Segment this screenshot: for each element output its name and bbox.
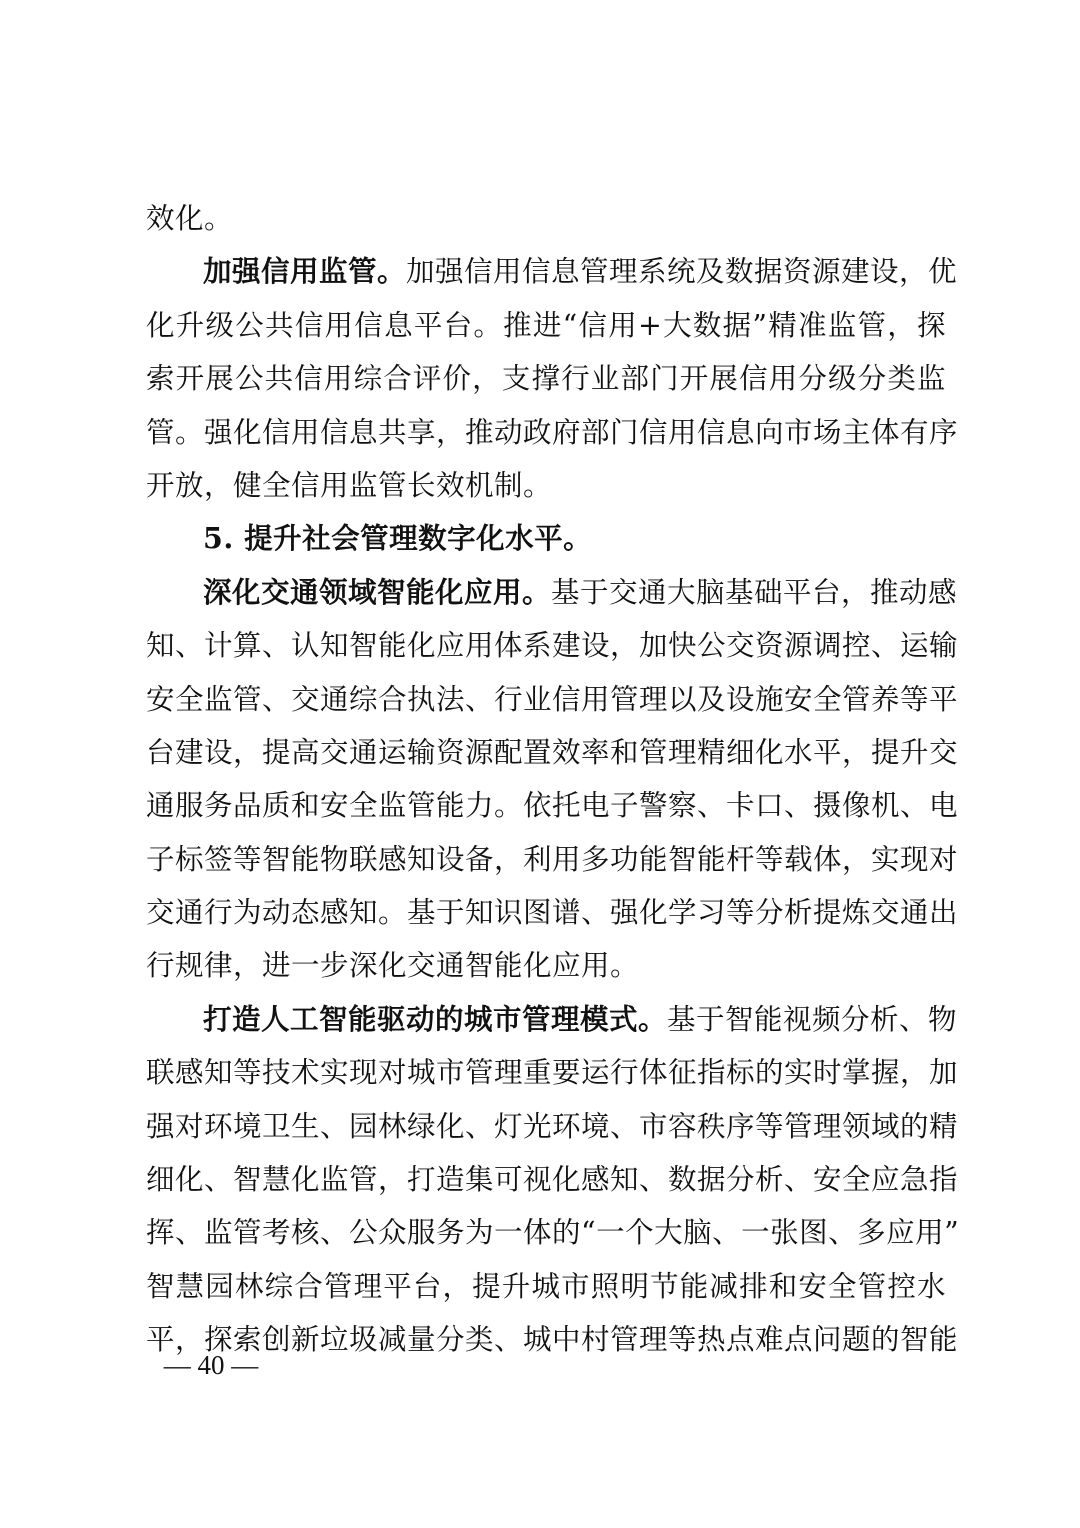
paragraph-heading: 打造人工智能驱动的城市管理模式。: [203, 1001, 668, 1036]
paragraph-line: 安全监管、交通综合执法、行业信用管理以及设施安全管养等平: [146, 682, 959, 716]
paragraph-line: 通服务品质和安全监管能力。依托电子警察、卡口、摄像机、电: [146, 789, 959, 823]
body-text: [146, 192, 960, 1367]
paragraph-line: 台建设，提高交通运输资源配置效率和管理精细化水平，提升交: [146, 735, 959, 769]
paragraph-line: 索开展公共信用综合评价，支撑行业部门开展信用分级分类监: [146, 362, 946, 396]
paragraph-heading: 深化交通领域智能化应用。: [203, 574, 552, 609]
paragraph-line: 子标签等智能物联感知设备，利用多功能智能杆等载体，实现对: [146, 842, 959, 876]
paragraph-line: 交通行为动态感知。基于知识图谱、强化学习等分析提炼交通出: [146, 896, 959, 930]
page-number: — 40 —: [163, 1350, 259, 1380]
paragraph-line: 联感知等技术实现对城市管理重要运行体征指标的实时掌握，加: [146, 1056, 959, 1090]
paragraph-line: 平，探索创新垃圾减量分类、城中村管理等热点难点问题的智能: [146, 1323, 959, 1357]
paragraph-heading-line: 打造人工智能驱动的城市管理模式。基于智能视频分析、物: [203, 1001, 958, 1036]
paragraph-line: 知、计算、认知智能化应用体系建设，加快公交资源调控、运输: [146, 629, 959, 663]
paragraph-line: 智慧园林综合管理平台，提升城市照明节能减排和安全管控水: [146, 1269, 946, 1303]
paragraph-line: 行规律，进一步深化交通智能化应用。: [146, 949, 640, 983]
paragraph-heading-line: 深化交通领域智能化应用。基于交通大脑基础平台，推动感: [203, 574, 958, 609]
paragraph-heading-line: 加强信用监管。加强信用信息管理系统及数据资源建设，优: [203, 254, 958, 289]
paragraph-line: 化升级公共信用信息平台。推进“信用+大数据”精准监管，探: [146, 308, 946, 342]
paragraph-line: 强对环境卫生、园林绿化、灯光环境、市容秩序等管理领域的精: [146, 1109, 959, 1143]
paragraph-line: 管。强化信用信息共享，推动政府部门信用信息向市场主体有序: [146, 415, 959, 449]
section-heading: 5. 提升社会管理数字化水平。: [203, 521, 593, 556]
paragraph-line: 细化、智慧化监管，打造集可视化感知、数据分析、安全应急指: [146, 1163, 959, 1197]
paragraph-line: 挥、监管考核、公众服务为一体的“一个大脑、一张图、多应用”: [146, 1216, 960, 1250]
paragraph-line: 效化。: [146, 202, 234, 235]
paragraph-heading: 加强信用监管。: [203, 254, 407, 289]
paragraph-line: 开放，健全信用监管长效机制。: [146, 468, 553, 502]
